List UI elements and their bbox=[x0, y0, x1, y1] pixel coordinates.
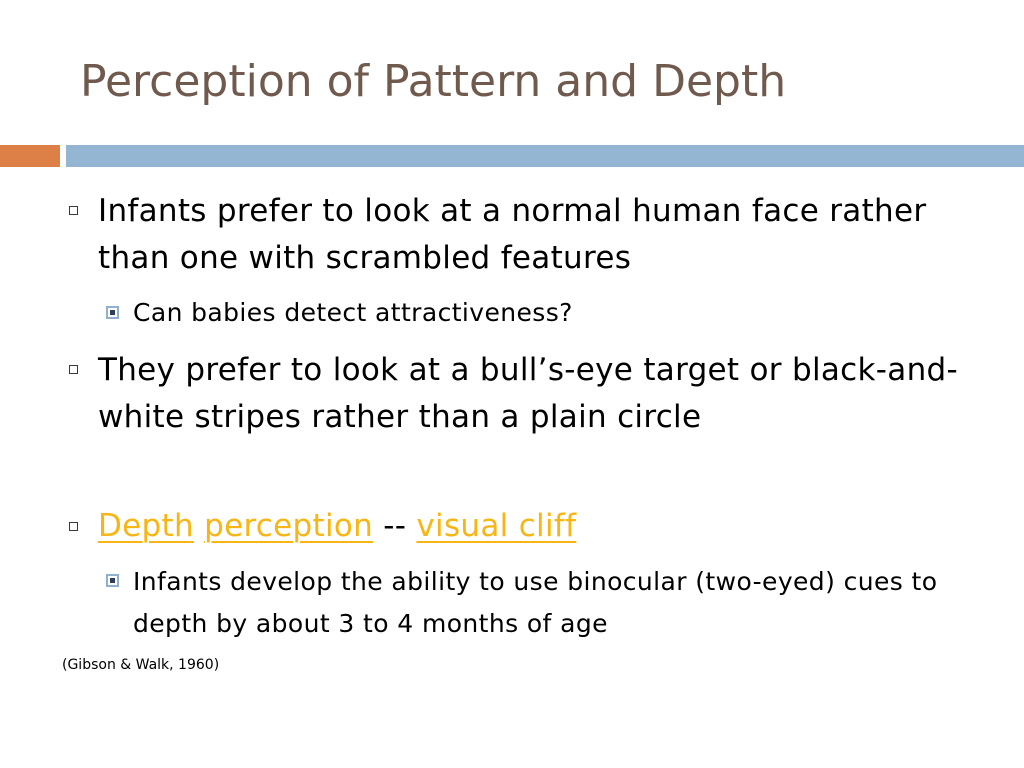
citation: (Gibson & Walk, 1960) bbox=[62, 657, 220, 673]
filled-square-icon bbox=[106, 306, 119, 319]
accent-bar-blue bbox=[66, 145, 1024, 167]
slide-title: Perception of Pattern and Depth bbox=[80, 56, 787, 107]
hollow-square-icon bbox=[69, 206, 78, 215]
bullet-3-separator: -- bbox=[383, 508, 407, 544]
visual-cliff-link[interactable]: visual cliff bbox=[416, 508, 577, 544]
accent-bar-orange bbox=[0, 145, 60, 167]
depth-link[interactable]: Depth bbox=[98, 508, 194, 544]
sub-bullet-3-text: Infants develop the ability to use binocular (two-eyed) cues to depth by about 3 to 4 months of age bbox=[133, 567, 938, 638]
bullet-3-text bbox=[98, 503, 978, 550]
sub-bullet-1-text: Can babies detect attractiveness? bbox=[133, 298, 573, 327]
bullet-2-text: They prefer to look at a bull’s-eye target or black-and-white stripes rather than a plain circle bbox=[98, 352, 958, 435]
filled-square-icon bbox=[106, 574, 119, 587]
hollow-square-icon bbox=[69, 365, 78, 374]
hollow-square-icon bbox=[69, 522, 78, 531]
bullet-1-text: Infants prefer to look at a normal human face rather than one with scrambled features bbox=[98, 193, 927, 276]
perception-link[interactable]: perception bbox=[204, 508, 374, 544]
